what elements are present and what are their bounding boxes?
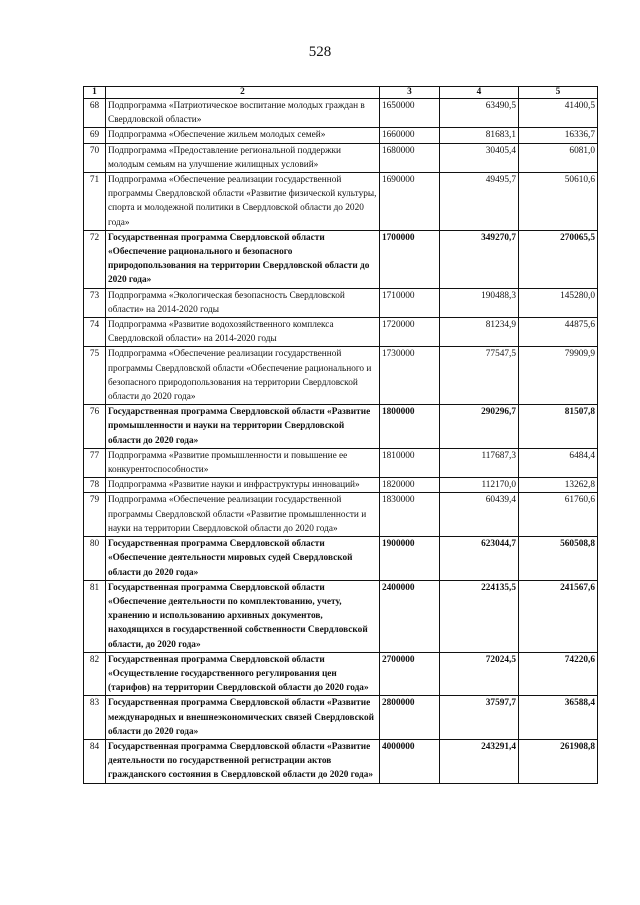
table-row <box>84 405 598 449</box>
amount-col-5: 79909,9 <box>519 347 598 405</box>
amount-col-4: 60439,4 <box>440 493 519 537</box>
amount-col-4: 243291,4 <box>440 739 519 783</box>
program-name: Государственная программа Свердловской области «Развитие международных и внешнеэкономических связей Свердловской области до 2020 года» <box>106 696 380 740</box>
row-number: 77 <box>84 448 106 477</box>
target-code: 1810000 <box>380 448 440 477</box>
row-number: 68 <box>84 99 106 128</box>
table-row <box>84 99 598 128</box>
row-number: 73 <box>84 288 106 317</box>
amount-col-4: 623044,7 <box>440 537 519 581</box>
table-row <box>84 580 598 652</box>
row-number: 71 <box>84 173 106 231</box>
table-row <box>84 696 598 740</box>
amount-col-4: 224135,5 <box>440 580 519 652</box>
target-code: 1720000 <box>380 318 440 347</box>
target-code: 2400000 <box>380 580 440 652</box>
amount-col-5: 261908,8 <box>519 739 598 783</box>
target-code: 1660000 <box>380 128 440 143</box>
table-row <box>84 128 598 143</box>
program-name: Государственная программа Свердловской области «Обеспечение рационального и безопасного природопользования на территории Свердловской области до 2020 года» <box>106 230 380 288</box>
target-code: 2800000 <box>380 696 440 740</box>
amount-col-4: 49495,7 <box>440 173 519 231</box>
program-name: Государственная программа Свердловской области «Осуществление государственного регулирования цен (тарифов) на территории Свердловской области до 2020 года» <box>106 652 380 696</box>
row-number: 84 <box>84 739 106 783</box>
table-row <box>84 347 598 405</box>
target-code: 2700000 <box>380 652 440 696</box>
row-number: 83 <box>84 696 106 740</box>
amount-col-5: 50610,6 <box>519 173 598 231</box>
table-row <box>84 318 598 347</box>
amount-col-5: 270065,5 <box>519 230 598 288</box>
amount-col-4: 190488,3 <box>440 288 519 317</box>
amount-col-5: 16336,7 <box>519 128 598 143</box>
amount-col-5: 74220,6 <box>519 652 598 696</box>
column-header: 3 <box>380 87 440 99</box>
budget-table <box>83 86 598 784</box>
table-row <box>84 230 598 288</box>
column-header: 2 <box>106 87 380 99</box>
column-header: 1 <box>84 87 106 99</box>
amount-col-5: 6081,0 <box>519 143 598 172</box>
column-header: 5 <box>519 87 598 99</box>
amount-col-5: 241567,6 <box>519 580 598 652</box>
program-name: Подпрограмма «Предоставление региональной поддержки молодым семьям на улучшение жилищных условий» <box>106 143 380 172</box>
program-name: Государственная программа Свердловской области «Обеспечение деятельности по комплектованию, учету, хранению и использованию архивных документов, находящихся в государственной собственности Свердловской области, до 2020 года» <box>106 580 380 652</box>
table-row <box>84 652 598 696</box>
table-row <box>84 493 598 537</box>
target-code: 1690000 <box>380 173 440 231</box>
row-number: 74 <box>84 318 106 347</box>
row-number: 79 <box>84 493 106 537</box>
column-header: 4 <box>440 87 519 99</box>
table-row <box>84 537 598 581</box>
row-number: 72 <box>84 230 106 288</box>
target-code: 1730000 <box>380 347 440 405</box>
amount-col-5: 13262,8 <box>519 478 598 493</box>
row-number: 78 <box>84 478 106 493</box>
table-row <box>84 739 598 783</box>
program-name: Подпрограмма «Обеспечение реализации государственной программы Свердловской области «Развитие физической культуры, спорта и молодежной политики в Свердловской области до 2020 года» <box>106 173 380 231</box>
amount-col-4: 117687,3 <box>440 448 519 477</box>
amount-col-5: 81507,8 <box>519 405 598 449</box>
table-row <box>84 143 598 172</box>
target-code: 1900000 <box>380 537 440 581</box>
target-code: 1820000 <box>380 478 440 493</box>
amount-col-4: 81683,1 <box>440 128 519 143</box>
program-name: Государственная программа Свердловской области «Развитие промышленности и науки на территории Свердловской области до 2020 года» <box>106 405 380 449</box>
target-code: 1700000 <box>380 230 440 288</box>
row-number: 81 <box>84 580 106 652</box>
table-row <box>84 478 598 493</box>
target-code: 1830000 <box>380 493 440 537</box>
table-row <box>84 173 598 231</box>
amount-col-4: 72024,5 <box>440 652 519 696</box>
amount-col-4: 290296,7 <box>440 405 519 449</box>
target-code: 1680000 <box>380 143 440 172</box>
program-name: Подпрограмма «Развитие промышленности и повышение ее конкурентоспособности» <box>106 448 380 477</box>
table-row <box>84 288 598 317</box>
program-name: Подпрограмма «Экологическая безопасность Свердловской области» на 2014-2020 годы <box>106 288 380 317</box>
target-code: 1650000 <box>380 99 440 128</box>
amount-col-5: 145280,0 <box>519 288 598 317</box>
target-code: 1800000 <box>380 405 440 449</box>
table-body <box>84 99 598 784</box>
program-name: Государственная программа Свердловской области «Обеспечение деятельности мировых судей Свердловской области до 2020 года» <box>106 537 380 581</box>
row-number: 80 <box>84 537 106 581</box>
table-row <box>84 448 598 477</box>
amount-col-4: 30405,4 <box>440 143 519 172</box>
amount-col-4: 349270,7 <box>440 230 519 288</box>
program-name: Подпрограмма «Обеспечение реализации государственной программы Свердловской области «Обеспечение рационального и безопасного природопользования на территории Свердловской области до 2020 года» <box>106 347 380 405</box>
amount-col-4: 112170,0 <box>440 478 519 493</box>
program-name: Подпрограмма «Патриотическое воспитание молодых граждан в Свердловской области» <box>106 99 380 128</box>
amount-col-5: 560508,8 <box>519 537 598 581</box>
program-name: Подпрограмма «Развитие науки и инфраструктуры инноваций» <box>106 478 380 493</box>
row-number: 70 <box>84 143 106 172</box>
target-code: 4000000 <box>380 739 440 783</box>
amount-col-5: 61760,6 <box>519 493 598 537</box>
amount-col-4: 77547,5 <box>440 347 519 405</box>
target-code: 1710000 <box>380 288 440 317</box>
amount-col-5: 44875,6 <box>519 318 598 347</box>
row-number: 75 <box>84 347 106 405</box>
program-name: Подпрограмма «Обеспечение реализации государственной программы Свердловской области «Развитие промышленности и науки на территории Свердловской области до 2020 года» <box>106 493 380 537</box>
amount-col-4: 37597,7 <box>440 696 519 740</box>
program-name: Государственная программа Свердловской области «Развитие деятельности по государственной регистрации актов гражданского состояния в Свердловской области до 2020 года» <box>106 739 380 783</box>
row-number: 69 <box>84 128 106 143</box>
row-number: 76 <box>84 405 106 449</box>
amount-col-4: 63490,5 <box>440 99 519 128</box>
amount-col-5: 36588,4 <box>519 696 598 740</box>
amount-col-5: 41400,5 <box>519 99 598 128</box>
amount-col-4: 81234,9 <box>440 318 519 347</box>
program-name: Подпрограмма «Обеспечение жильем молодых семей» <box>106 128 380 143</box>
header-row <box>84 87 598 99</box>
row-number: 82 <box>84 652 106 696</box>
program-name: Подпрограмма «Развитие водохозяйственного комплекса Свердловской области» на 2014-2020 годы <box>106 318 380 347</box>
page-number: 528 <box>308 44 332 60</box>
amount-col-5: 6484,4 <box>519 448 598 477</box>
